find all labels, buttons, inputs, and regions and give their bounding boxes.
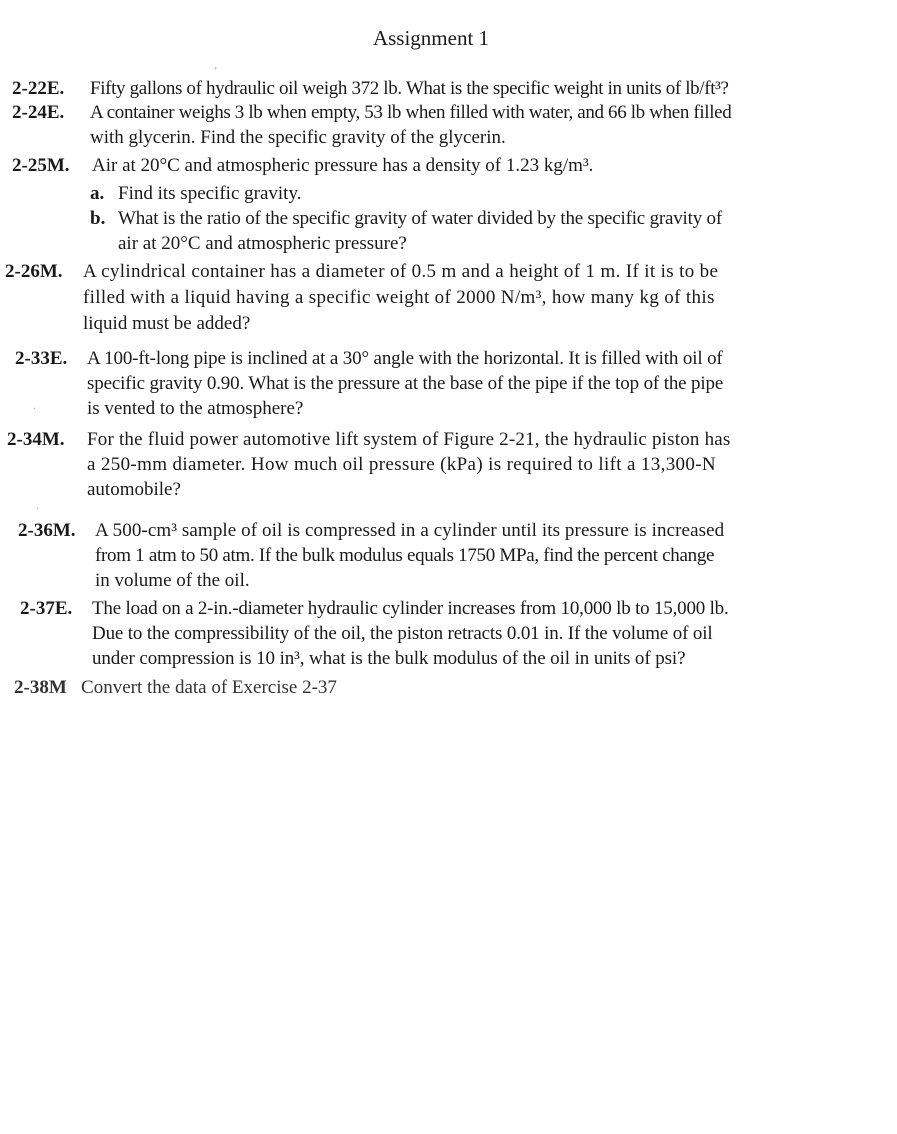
- problem-2-26m: [5, 259, 865, 339]
- problem-text-line: A cylindrical container has a diameter of 0.5 m and a height of 1 m. If it is to be: [83, 261, 719, 282]
- problem-text-line: A 100-ft-long pipe is inclined at a 30° angle with the horizontal. It is filled with oil of: [87, 348, 723, 369]
- problem-text-line: A 500-cm³ sample of oil is compressed in a cylinder until its pressure is increased: [95, 520, 725, 541]
- scan-speck: ’: [214, 66, 218, 77]
- problem-number: 2-24E.: [12, 102, 65, 123]
- problem-text-line: with glycerin. Find the specific gravity of the glycerin.: [90, 126, 506, 148]
- problem-text-line: The load on a 2-in.-diameter hydraulic cylinder increases from 10,000 lb to 15,000 lb.: [92, 598, 729, 619]
- problem-number: 2-33E.: [15, 348, 68, 369]
- problem-2-38m-cutoff: [14, 672, 414, 698]
- problem-text-line: liquid must be added?: [83, 313, 251, 334]
- problem-text-line: Air at 20°C and atmospheric pressure has a density of 1.23 kg/m³.: [92, 155, 594, 176]
- problem-text-line: under compression is 10 in³, what is the bulk modulus of the oil in units of psi?: [92, 648, 686, 669]
- scan-speck: ·: [33, 404, 37, 415]
- problem-number: 2-34M.: [7, 429, 65, 450]
- subpart-b: [90, 206, 870, 256]
- problem-text-line: Convert the data of Exercise 2-37: [81, 677, 337, 698]
- problem-text-line: Fifty gallons of hydraulic oil weigh 372 lb. What is the specific weight in units of lb/ft³?: [90, 78, 729, 99]
- subpart-text-line: air at 20°C and atmospheric pressure?: [118, 233, 407, 254]
- problem-text-line: A container weighs 3 lb when empty, 53 lb when filled with water, and 66 lb when filled: [90, 102, 732, 123]
- problem-2-24e: [12, 101, 872, 151]
- problem-text-line: a 250-mm diameter. How much oil pressure (kPa) is required to lift a 13,300-N: [87, 454, 717, 475]
- page-title: Assignment 1: [372, 26, 490, 50]
- subpart-a: [90, 181, 870, 206]
- problem-text-line: filled with a liquid having a specific weight of 2000 N/m³, how many kg of this: [83, 287, 715, 308]
- problem-2-37e: [20, 596, 880, 674]
- problem-text-line: is vented to the atmosphere?: [87, 398, 304, 419]
- problem-number: 2-22E.: [12, 78, 65, 99]
- problem-text-line: specific gravity 0.90. What is the pressure at the base of the pipe if the top of the pipe: [87, 373, 724, 394]
- problem-text-line: For the fluid power automotive lift system of Figure 2-21, the hydraulic piston has: [87, 429, 731, 450]
- scan-speck: ·: [36, 504, 40, 515]
- problem-2-34m: [7, 427, 867, 505]
- problem-2-22e: [12, 77, 872, 102]
- problem-2-33e: [15, 346, 875, 424]
- problem-number: 2-38M: [14, 677, 67, 698]
- problem-number: 2-25M.: [12, 155, 70, 176]
- problem-text-line: automobile?: [87, 479, 181, 500]
- problem-number: 2-26M.: [5, 261, 63, 282]
- problem-2-25m: [12, 154, 872, 179]
- problem-text-line: Due to the compressibility of the oil, the piston retracts 0.01 in. If the volume of oil: [92, 623, 713, 644]
- subpart-text-line: What is the ratio of the specific gravity of water divided by the specific gravity of: [118, 208, 722, 229]
- problem-text-line: in volume of the oil.: [95, 570, 250, 591]
- subpart-letter: b.: [90, 208, 106, 229]
- subpart-text-line: Find its specific gravity.: [118, 183, 302, 204]
- problem-number: 2-36M.: [18, 520, 76, 541]
- problem-text-line: from 1 atm to 50 atm. If the bulk modulus equals 1750 MPa, find the percent change: [95, 545, 715, 566]
- problem-2-36m: [18, 518, 878, 596]
- subpart-letter: a.: [90, 183, 105, 204]
- problem-number: 2-37E.: [20, 598, 73, 619]
